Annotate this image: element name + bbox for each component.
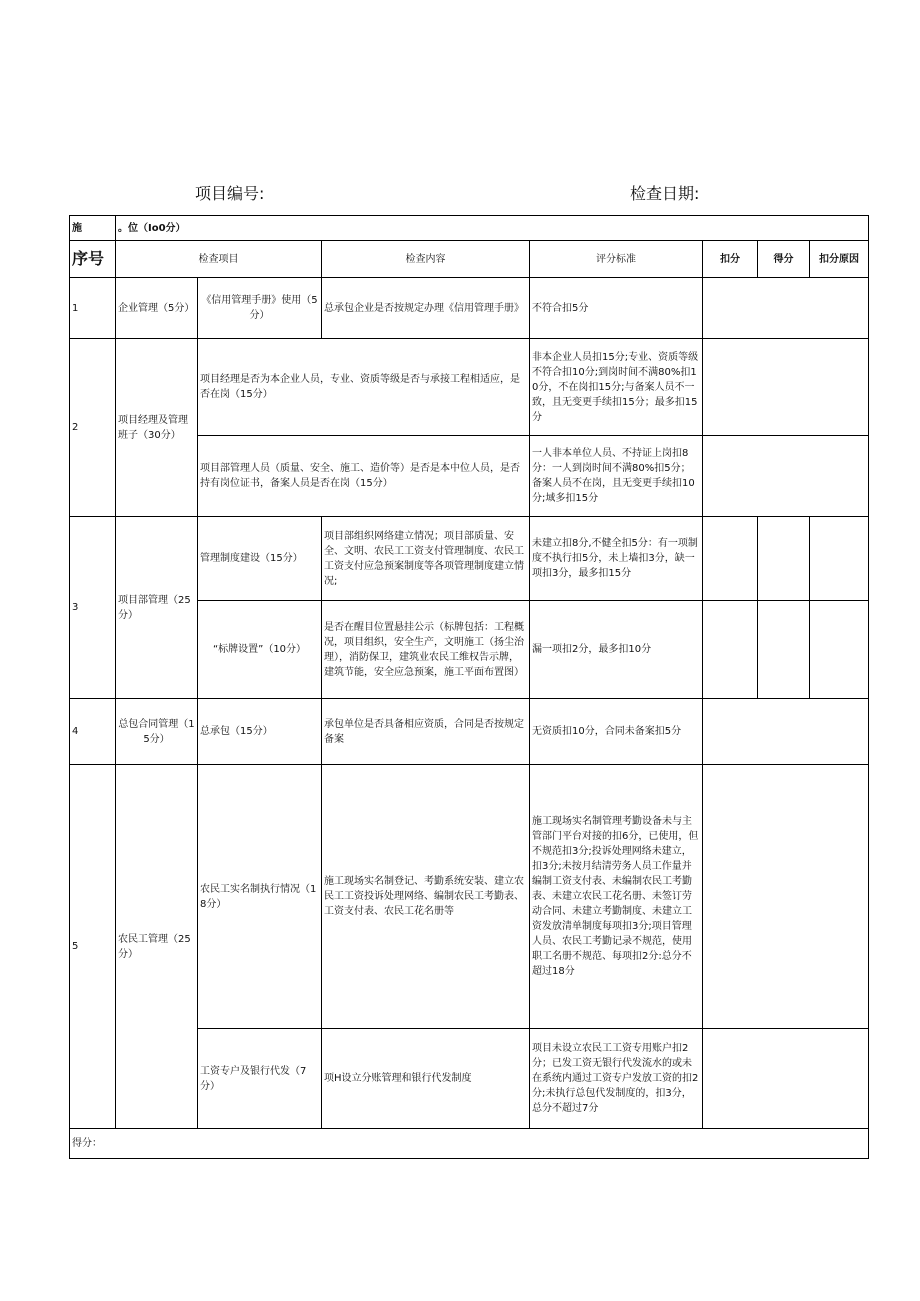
row4-item: 总承包（15分） [198, 699, 322, 765]
total-score-row [70, 1129, 869, 1159]
row5b-standard: 项目未设立农民工工资专用账户扣2分；已发工资无银行代发流水的或未在系统内通过工资专户发放工资的扣2分;未执行总包代发制度的，扣3分，总分不超过7分 [530, 1029, 703, 1129]
row2a-content: 项目经理是否为本企业人员，专业、资质等级是否与承接工程相适应，是否在岗（15分） [198, 339, 530, 436]
col-deduct: 扣分 [703, 241, 758, 278]
row1-item: 《信用管理手册》使用（5分） [198, 278, 322, 339]
row3b-content: 是否在醒目位置悬挂公示（标牌包括：工程概况，项目组织，安全生产，文明施工（扬尘治理），消防保卫，建筑业农民工维权告示牌，建筑节能，安全应急预案，施工平面布置图） [322, 601, 530, 699]
header-row [70, 241, 869, 278]
row5b-score-cell [703, 1029, 869, 1129]
title-row [70, 216, 869, 241]
row3a-item: 管理制度建设（15分） [198, 517, 322, 601]
title-left-cell: 施 [70, 216, 116, 241]
col-reason: 扣分原因 [810, 241, 869, 278]
row1-category: 企业管理（5分） [116, 278, 198, 339]
row3b-item: “标牌设置”（10分） [198, 601, 322, 699]
row5a-score-cell [703, 765, 869, 1029]
row5a-standard: 施工现场实名制管理考勤设备未与主管部门平台对接的扣6分，已使用，但不规范扣3分;投诉处理网络未建立，扣3分;未按月结清劳务人员工作量并编制工资支付表、未编制农民工考勤表、未建立农民工花名册、未签订劳动合同、未建立考勤制度、未建立工资发放清单制度每项扣3分;项目管理人员、农民工考勤记录不规范，使用职工名册不规范、每项扣2分:总分不超过18分 [530, 765, 703, 1029]
row2-seq: 2 [70, 339, 116, 517]
row1-score-cell [703, 278, 869, 339]
row5a-content: 施工现场实名制登记、考勤系统安装、建立农民工工资投诉处理网络、编制农民工考勤表、工资支付表、农民工花名册等 [322, 765, 530, 1029]
row5-category: 农民工管理（25分） [116, 765, 198, 1129]
check-date-label: 检查日期: [630, 184, 700, 203]
col-standard: 评分标准 [530, 241, 703, 278]
row5a-item: 农民工实名制执行情况（18分） [198, 765, 322, 1029]
row2-category: 项目经理及管理班子（30分） [116, 339, 198, 517]
row5-seq: 5 [70, 765, 116, 1129]
col-score: 得分 [758, 241, 810, 278]
row2b-score-cell [703, 436, 869, 517]
row3a-content: 项目部组织网络建立情况；项目部质量、安全、文明、农民工工资支付管理制度、农民工工资支付应急预案制度等各项管理制度建立情况; [322, 517, 530, 601]
row3a-reason-cell [810, 517, 869, 601]
row3b-deduct-cell [703, 601, 758, 699]
row3a-deduct-cell [703, 517, 758, 601]
table-row-2a [70, 339, 869, 436]
row1-seq: 1 [70, 278, 116, 339]
row3-seq: 3 [70, 517, 116, 699]
col-item: 检查项目 [116, 241, 322, 278]
row3a-standard: 未建立扣8分,不健全扣5分：有一项制度不执行扣5分，未上墙扣3分，缺一项扣3分，最多扣15分 [530, 517, 703, 601]
table-row-5a [70, 765, 869, 1029]
row3a-score-cell [758, 517, 810, 601]
total-score-label: 得分： [70, 1129, 869, 1159]
row2b-standard: 一人非本单位人员、不持证上岗扣8分：一人到岗时间不满80%扣5分；备案人员不在岗，且无变更手续扣10分;域多扣15分 [530, 436, 703, 517]
col-seq: 序号 [70, 241, 116, 278]
row5b-content: 项H设立分账管理和银行代发制度 [322, 1029, 530, 1129]
row4-category: 总包合同管理（15分） [116, 699, 198, 765]
row3b-standard: 漏一项扣2分，最多扣10分 [530, 601, 703, 699]
row3b-score-cell [758, 601, 810, 699]
row4-score-cell [703, 699, 869, 765]
row2a-standard: 非本企业人员扣15分;专业、资质等级不符合扣10分;到岗时间不满80%扣10分，不在岗扣15分;与备案人员不一致，且无变更手续扣15分；最多扣15分 [530, 339, 703, 436]
inspection-table [69, 215, 869, 1159]
row5b-item: 工资专户及银行代发（7分） [198, 1029, 322, 1129]
row1-content: 总承包企业是否按规定办理《信用管理手册》 [322, 278, 530, 339]
row1-standard: 不符合扣5分 [530, 278, 703, 339]
title-right-cell: 。位（Io0分） [116, 216, 869, 241]
row3b-reason-cell [810, 601, 869, 699]
project-number-label: 项目编号: [195, 184, 265, 203]
col-content: 检查内容 [322, 241, 530, 278]
row4-seq: 4 [70, 699, 116, 765]
row2b-content: 项目部管理人员（质量、安全、施工、造价等）是否是本中位人员，是否持有岗位证书，备案人员是否在岗（15分） [198, 436, 530, 517]
row4-content: 承包单位是否具备相应资质，合同是否按规定备案 [322, 699, 530, 765]
row2a-score-cell [703, 339, 869, 436]
table-row-4 [70, 699, 869, 765]
row4-standard: 无资质扣10分，合同未备案扣5分 [530, 699, 703, 765]
row3-category: 项目部管理（25分） [116, 517, 198, 699]
table-row-1 [70, 278, 869, 339]
table-row-3a [70, 517, 869, 601]
